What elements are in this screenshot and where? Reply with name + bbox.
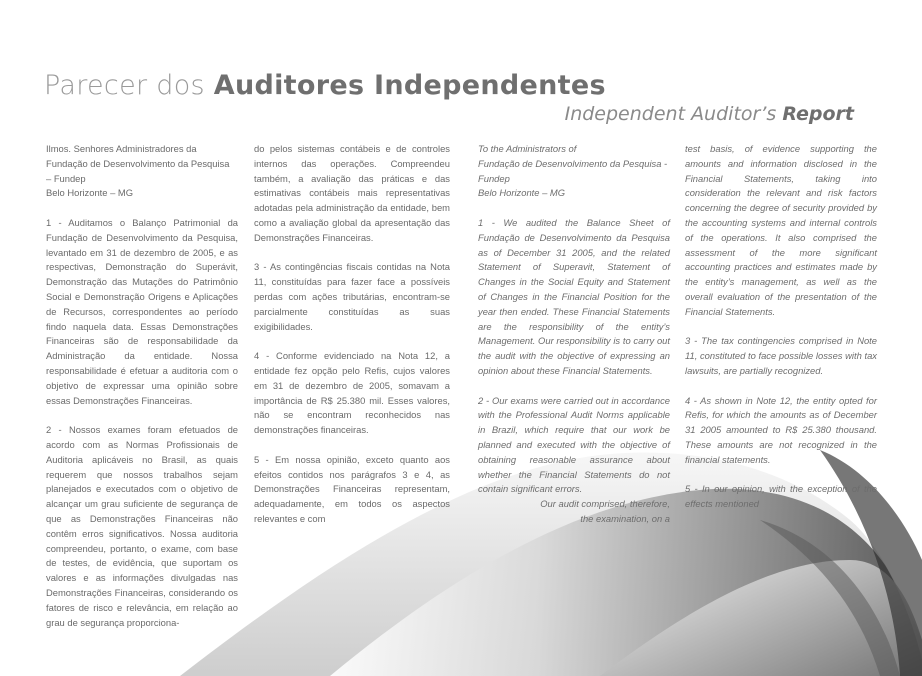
- paragraph: 2 - Nossos exames foram efetuados de acordo com as Normas Profissionais de Auditoria aplicáveis no Brasil, as quais requerem que nossos trabalhos sejam planejados e executados com o objetivo de alcançar um grau suficiente de segurança de que as Demonstrações Financeiras não contêm erros significativos. Nossa auditoria compreendeu, portanto, o exame, com base de testes, de evidência, que suportam os valores e as informações divulgadas nas Demonstrações Financeiras, considerando os fatores de risco e relevância, em relação ao grau de segurança proporciona-: [46, 424, 238, 628]
- paragraph: do pelos sistemas contábeis e de controles internos das operações. Compreendeu também, a avaliação das práticas e das estimativas contábeis mais representativas adotadas pela administração da entidade, bem como a avaliação global da apresentação das Demonstrações Financeiras.: [254, 143, 450, 243]
- column-en-1: [478, 142, 670, 542]
- paragraph: test basis, of evidence supporting the amounts and information disclosed in the Financial Statements, taking into consideration the relevant and risk factors concerning the degree of security provided by the accounting systems and internal controls of the operations. It also comprised the assessment of the more significant accounting practices and estimates made by the entity’s management, as well as the overall evaluation of the presentation of the Financial Statements.: [685, 143, 877, 317]
- paragraph-tail: Our audit comprised, therefore, the examination, on a: [540, 498, 670, 524]
- paragraph: 4 - As shown in Note 12, the entity opted for Refis, for which the amounts as of December 31 2005 amounted to R$ 25.380 thousand. These amounts are not recognized in the financial statements.: [685, 394, 877, 465]
- column-en-2: [685, 142, 877, 527]
- title-en-normal: Independent Auditor’s: [564, 103, 783, 125]
- paragraph: 5 - In our opinion, with the exception of the effects mentioned: [685, 483, 877, 510]
- paragraph: 1 - Auditamos o Balanço Patrimonial da Fundação de Desenvolvimento da Pesquisa, levantado em 31 de dezembro de 2005, e as respectivas, Demonstração do Superávit, Demonstração das Mutações do Patrimônio Social e Demonstração Origens e Aplicações de Recursos, correspondentes ao período findo naquela data. Essas Demonstrações Financeiras são de responsabilidade da Administração da entidade. Nossa responsabilidade é efetuar a auditoria com o objetivo de expressar uma opinião sobre essas Demonstrações Financeiras.: [46, 216, 238, 406]
- paragraph: Ilmos. Senhores Administradores da Fundação de Desenvolvimento da Pesquisa – Fundep Belo Horizonte – MG: [46, 143, 230, 199]
- title-pt-bold: Auditores Independentes: [213, 70, 606, 101]
- paragraph: 3 - The tax contingencies comprised in Note 11, constituted to face possible losses with tax lawsuits, are partially recognized.: [685, 335, 877, 376]
- paragraph: To the Administrators of Fundação de Desenvolvimento da Pesquisa - Fundep Belo Horizonte – MG: [478, 143, 668, 199]
- paragraph: 3 - As contingências fiscais contidas na Nota 11, constituídas para fazer face a possíveis perdas com ações tributárias, encontram-se parcialmente constituídas as suas exigibilidades.: [254, 261, 450, 332]
- paragraph: 2 - Our exams were carried out in accordance with the Professional Audit Norms applicable in Brazil, which require that our work be planned and executed with the objective of obtaining reasonable assurance about whether the Financial Statements do not contain significant errors.: [478, 394, 670, 495]
- title-pt-normal: Parecer dos: [44, 70, 214, 101]
- page-title-english: [565, 103, 854, 125]
- title-en-bold: Report: [782, 103, 854, 125]
- page-title-portuguese: [44, 70, 606, 101]
- paragraph: 4 - Conforme evidenciado na Nota 12, a entidade fez opção pelo Refis, cujos valores em 31 de dezembro de 2005, somavam a importância de R$ 25.380 mil. Esses valores, não se encontram reconhecidos nas demonstrações financeiras.: [254, 350, 450, 436]
- paragraph: 1 - We audited the Balance Sheet of Fundação de Desenvolvimento da Pesquisa as of December 31 2005, and the related Statement of Superavit, Statement of Changes in the Social Equity and Statement of Changes in the Financial Position for the year then ended. These Financial Statements are the responsibility of the entity’s Management. Our responsibility is to carry out the audit with the objective of expressing an opinion about these Financial Statements.: [478, 216, 670, 376]
- paragraph: 5 - Em nossa opinião, exceto quanto aos efeitos contidos nos parágrafos 3 e 4, as Demonstrações Financeiras representam, adequadamente, em todos os aspectos relevantes e com: [254, 453, 450, 524]
- column-pt-1: [46, 142, 238, 645]
- column-pt-2: [254, 142, 450, 542]
